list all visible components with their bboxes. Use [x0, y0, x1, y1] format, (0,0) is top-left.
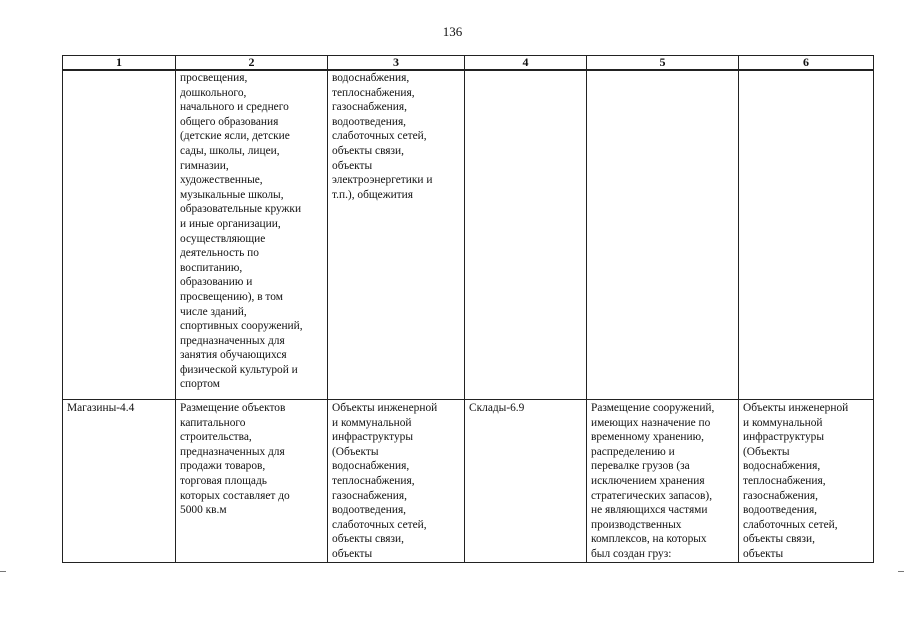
- cell-text-line: дошкольного,: [180, 86, 247, 99]
- column-header-5: 5: [587, 56, 739, 71]
- cell-text-line: общего образования: [180, 115, 279, 128]
- cell-text-line: слаботочных сетей,: [743, 518, 838, 531]
- cell-text-line: предназначенных для: [180, 445, 285, 458]
- cell-text-line: воспитанию,: [180, 261, 243, 274]
- cell-text-line: т.п.), общежития: [332, 188, 413, 201]
- table-cell: [63, 70, 176, 400]
- cell-text-line: музыкальные школы,: [180, 188, 284, 201]
- table-cell: [465, 70, 587, 400]
- cell-text-line: физической культурой и: [180, 363, 298, 376]
- cell-text-line: объекты связи,: [332, 144, 404, 157]
- table-cell: [63, 400, 176, 563]
- cell-text-line: которых составляет до: [180, 489, 290, 502]
- column-header-3: 3: [328, 56, 465, 71]
- cell-text-line: Магазины-4.4: [67, 402, 135, 414]
- cell-text-line: осуществляющие: [180, 232, 266, 245]
- left-margin-mark: [0, 571, 6, 572]
- table-cell: [465, 400, 587, 563]
- cell-text-line: слаботочных сетей,: [332, 130, 427, 143]
- cell-text-line: распределению и: [591, 445, 675, 458]
- cell-text-line: слаботочных сетей,: [332, 518, 427, 531]
- cell-text-line: теплоснабжения,: [743, 474, 826, 487]
- table-cell: [739, 70, 874, 400]
- cell-text-line: занятия обучающихся: [180, 349, 287, 362]
- cell-text-line: строительства,: [180, 431, 252, 444]
- cell-text-line: имеющих назначение по: [591, 416, 711, 429]
- cell-text-line: просвещения,: [180, 72, 248, 84]
- cell-text-line: 5000 кв.м: [180, 504, 227, 517]
- cell-text-line: временному хранению,: [591, 431, 704, 444]
- cell-text-line: водоотведения,: [743, 504, 818, 517]
- cell-text-line: (Объекты: [743, 445, 790, 458]
- cell-text-line: инфраструктуры: [332, 431, 413, 444]
- cell-text-line: теплоснабжения,: [332, 86, 415, 99]
- cell-text-line: Объекты инженерной: [743, 402, 849, 414]
- cell-text-line: Размещение сооружений,: [591, 402, 715, 414]
- cell-text-line: теплоснабжения,: [332, 474, 415, 487]
- cell-text-line: объекты: [332, 547, 373, 560]
- cell-text-line: производственных: [591, 518, 682, 531]
- cell-text-line: объекты связи,: [743, 533, 815, 546]
- cell-text-line: водоотведения,: [332, 504, 407, 517]
- cell-text-line: газоснабжения,: [743, 489, 818, 502]
- cell-text-line: объекты: [743, 547, 784, 560]
- cell-text-line: был создан груз:: [591, 547, 672, 560]
- table-cell: [176, 70, 328, 400]
- cell-text-line: просвещению), в том: [180, 290, 283, 303]
- cell-text-line: Склады-6.9: [469, 402, 525, 414]
- cell-text-line: газоснабжения,: [332, 101, 407, 114]
- cell-text-line: художественные,: [180, 174, 263, 187]
- column-header-1: 1: [63, 56, 176, 71]
- cell-text-line: стратегических запасов),: [591, 489, 713, 502]
- cell-text-line: торговая площадь: [180, 474, 267, 487]
- cell-text-line: объекты связи,: [332, 533, 404, 546]
- cell-text-line: перевалке грузов (за: [591, 460, 690, 473]
- cell-text-line: числе зданий,: [180, 305, 247, 318]
- column-header-4: 4: [465, 56, 587, 71]
- column-header-2: 2: [176, 56, 328, 71]
- header-row: [63, 56, 874, 71]
- cell-text-line: объекты: [332, 159, 373, 172]
- cell-text-line: спортивных сооружений,: [180, 320, 303, 333]
- table-row: [63, 70, 874, 400]
- cell-text-line: электроэнергетики и: [332, 174, 433, 187]
- cell-text-line: спортом: [180, 378, 220, 391]
- table-cell: [328, 70, 465, 400]
- cell-text-line: начального и среднего: [180, 101, 289, 114]
- cell-text-line: инфраструктуры: [743, 431, 824, 444]
- cell-text-line: Объекты инженерной: [332, 402, 438, 414]
- cell-text-line: водоснабжения,: [743, 460, 821, 473]
- cell-text-line: водоснабжения,: [332, 460, 410, 473]
- cell-text-line: образованию и: [180, 276, 253, 289]
- cell-text-line: (Объекты: [332, 445, 379, 458]
- table-cell: [587, 400, 739, 563]
- cell-text-line: и коммунальной: [743, 416, 823, 429]
- cell-text-line: образовательные кружки: [180, 203, 302, 216]
- column-header-6: 6: [739, 56, 874, 71]
- cell-text-line: сады, школы, лицеи,: [180, 144, 280, 157]
- cell-text-line: исключением хранения: [591, 474, 705, 487]
- cell-text-line: деятельность по: [180, 247, 259, 260]
- table-cell: [587, 70, 739, 400]
- cell-text-line: капитального: [180, 416, 246, 429]
- cell-text-line: газоснабжения,: [332, 489, 407, 502]
- document-table: [62, 55, 874, 563]
- cell-text-line: Размещение объектов: [180, 402, 286, 414]
- cell-text-line: продажи товаров,: [180, 460, 266, 473]
- table-cell: [739, 400, 874, 563]
- table-cell: [328, 400, 465, 563]
- cell-text-line: гимназии,: [180, 159, 229, 172]
- cell-text-line: (детские ясли, детские: [180, 130, 290, 143]
- cell-text-line: предназначенных для: [180, 334, 285, 347]
- cell-text-line: и коммунальной: [332, 416, 412, 429]
- cell-text-line: водоотведения,: [332, 115, 407, 128]
- table-cell: [176, 400, 328, 563]
- page-number: 136: [442, 24, 463, 39]
- right-margin-mark: [898, 571, 904, 572]
- cell-text-line: комплексов, на которых: [591, 533, 707, 546]
- cell-text-line: водоснабжения,: [332, 72, 410, 84]
- table-row: [63, 400, 874, 563]
- cell-text-line: не являющихся частями: [591, 504, 708, 517]
- cell-text-line: и иные организации,: [180, 217, 281, 230]
